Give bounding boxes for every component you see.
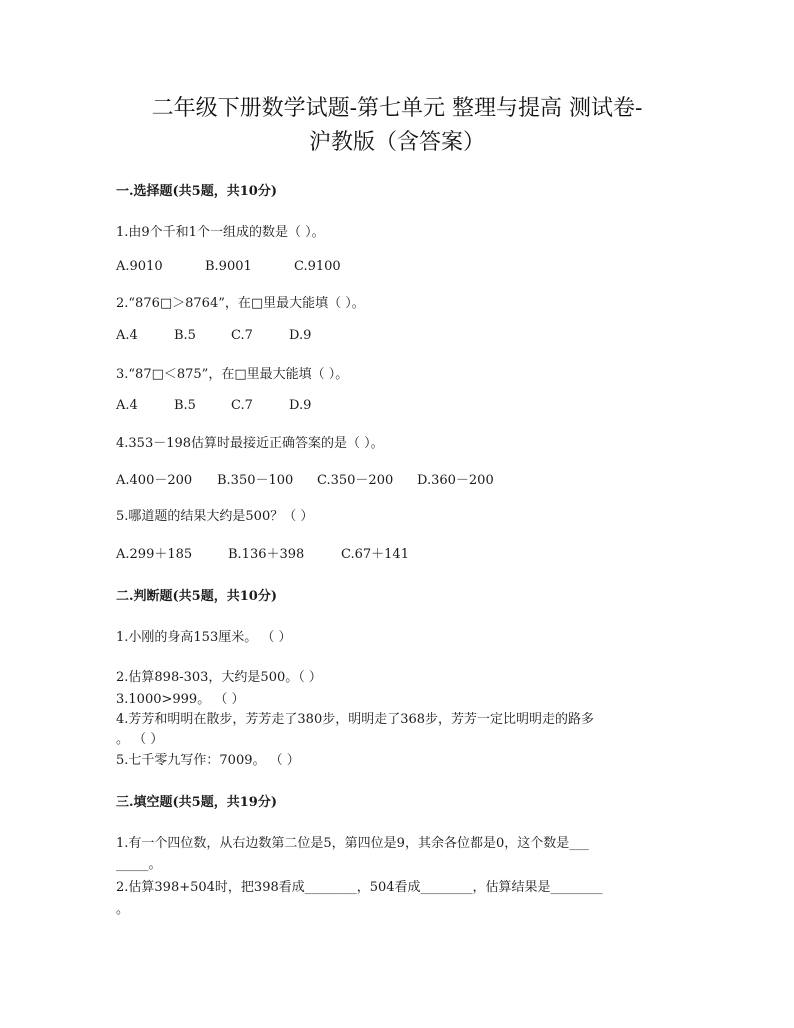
question-1-2: 2.“876□＞8764”，在□里最大能填（ ）。 (116, 296, 365, 311)
question-1-4: 4.353－198估算时最接近正确答案的是（ ）。 (116, 436, 384, 451)
option-1-4-a: A.400－200 (116, 473, 193, 488)
question-2-4: 4.芳芳和明明在散步，芳芳走了380步，明明走了368步，芳芳一定比明明走的路多 (116, 712, 595, 727)
option-1-3-d: D.9 (289, 398, 312, 413)
option-1-2-b: B.5 (174, 328, 196, 343)
question-3-1-continued: _____。 (116, 857, 162, 872)
option-1-2-a: A.4 (116, 328, 138, 343)
document-title-line-2: 沪教版（含答案） (308, 130, 485, 155)
question-3-2: 2.估算398+504时，把398看成________，504看成________，估算结果是________ (116, 880, 603, 895)
question-1-5: 5.哪道题的结果大约是500？（ ） (116, 509, 314, 524)
section-2-heading: 二.判断题(共5题，共10分) (116, 589, 277, 604)
section-3-heading: 三.填空题(共5题，共19分) (116, 795, 277, 810)
option-1-3-a: A.4 (116, 398, 138, 413)
question-1-1: 1.由9个千和1个一组成的数是（ ）。 (116, 225, 325, 240)
question-2-5: 5.七千零九写作：7009。 （ ） (116, 753, 300, 768)
question-2-3: 3.1000>999。 （ ） (116, 692, 245, 707)
option-1-4-b: B.350－100 (217, 473, 294, 488)
question-3-1: 1.有一个四位数，从右边数第二位是5，第四位是9，其余各位都是0，这个数是___ (116, 836, 589, 851)
option-1-5-b: B.136＋398 (228, 547, 305, 562)
option-1-4-d: D.360－200 (417, 473, 494, 488)
option-1-3-c: C.7 (231, 398, 253, 413)
question-3-2-continued: 。 (116, 902, 130, 917)
option-1-1-c: C.9100 (294, 259, 341, 274)
option-1-1-a: A.9010 (116, 259, 163, 274)
option-1-2-d: D.9 (289, 328, 312, 343)
option-1-3-b: B.5 (174, 398, 196, 413)
question-2-1: 1.小刚的身高153厘米。 （ ） (116, 630, 292, 645)
question-1-3: 3.“87□＜875”，在□里最大能填（ ）。 (116, 367, 349, 382)
document-title-line-1: 二年级下册数学试题-第七单元 整理与提高 测试卷- (151, 96, 643, 121)
option-1-2-c: C.7 (231, 328, 253, 343)
section-1-heading: 一.选择题(共5题，共10分) (116, 184, 277, 199)
option-1-1-b: B.9001 (205, 259, 252, 274)
option-1-5-a: A.299＋185 (116, 547, 193, 562)
question-2-2: 2.估算898-303，大约是500。（ ） (116, 670, 322, 685)
option-1-5-c: C.67＋141 (341, 547, 409, 562)
option-1-4-c: C.350－200 (317, 473, 394, 488)
question-2-4-continued: 。 （ ） (116, 732, 164, 747)
